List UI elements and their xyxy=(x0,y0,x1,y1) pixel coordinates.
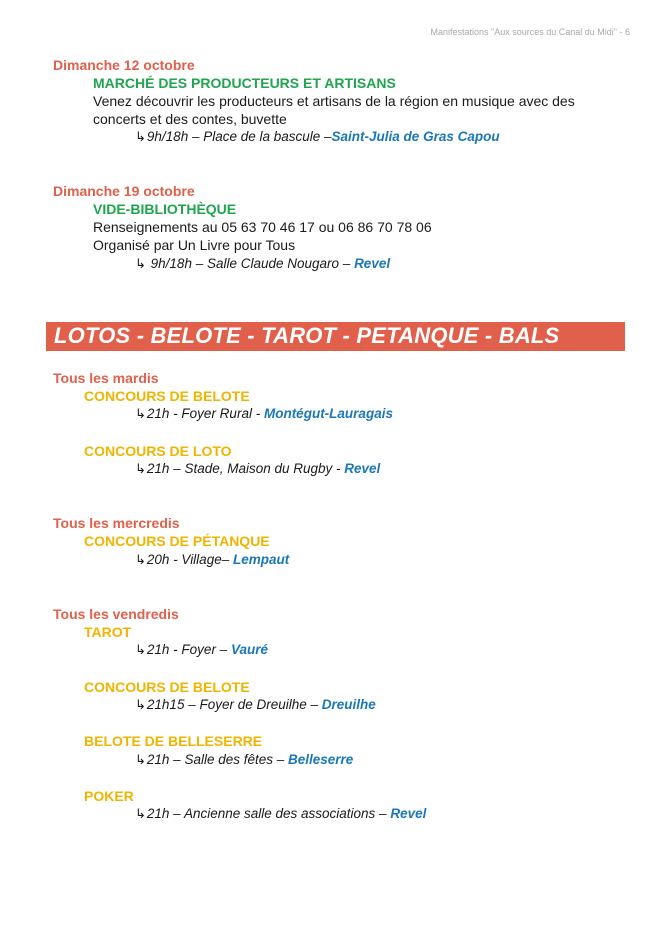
event-time-venue: 21h - Foyer – xyxy=(146,642,231,657)
event-town: Revel xyxy=(390,806,427,821)
event-time-venue: 9h/18h – Place de la bascule – xyxy=(146,129,332,144)
event-title: CONCOURS DE BELOTE xyxy=(84,679,250,695)
event-time-venue: 21h – Salle des fêtes – xyxy=(146,752,289,767)
arrow-icon: ↳ xyxy=(135,461,146,476)
arrow-icon: ↳ xyxy=(135,552,146,567)
recurring-day: Tous les mercredis xyxy=(53,515,180,531)
event-detail xyxy=(135,256,390,272)
event-town: Saint-Julia de Gras Capou xyxy=(331,129,500,144)
event-title: CONCOURS DE LOTO xyxy=(84,443,232,459)
event-title: BELOTE DE BELLESERRE xyxy=(84,733,263,749)
event-time-venue: 21h - Foyer Rural - xyxy=(146,406,264,421)
event-detail xyxy=(135,642,268,658)
event-time-venue: 9h/18h – Salle Claude Nougaro – xyxy=(146,256,355,271)
event-title: CONCOURS DE BELOTE xyxy=(84,388,250,404)
event-time-venue: 21h15 – Foyer de Dreuilhe – xyxy=(146,697,322,712)
event-town: Revel xyxy=(344,461,381,476)
arrow-icon: ↳ xyxy=(135,697,146,712)
event-title: TAROT xyxy=(84,624,132,640)
arrow-icon: ↳ xyxy=(135,129,146,144)
arrow-icon: ↳ xyxy=(135,806,146,821)
event-description-line: Organisé par Un Livre pour Tous xyxy=(93,237,296,253)
event-description-line: Renseignements au 05 63 70 46 17 ou 06 86 70 78 06 xyxy=(93,219,432,235)
event-town: Vauré xyxy=(230,642,268,657)
section-banner-label: LOTOS - BELOTE - TAROT - PETANQUE - BALS xyxy=(54,323,560,348)
event-title: MARCHÉ DES PRODUCTEURS ET ARTISANS xyxy=(93,75,396,91)
event-title: CONCOURS DE PÉTANQUE xyxy=(84,533,270,549)
running-header: Manifestations "Aux sources du Canal du Midi" - 6 xyxy=(430,27,630,37)
event-title: VIDE-BIBLIOTHÈQUE xyxy=(93,201,237,217)
event-detail xyxy=(135,697,376,713)
section-banner xyxy=(46,322,625,351)
event-description-line: concerts et des contes, buvette xyxy=(93,111,287,127)
event-time-venue: 21h – Stade, Maison du Rugby - xyxy=(146,461,345,476)
event-town: Lempaut xyxy=(232,552,290,567)
recurring-day: Tous les vendredis xyxy=(53,606,179,622)
event-time-venue: 21h – Ancienne salle des associations – xyxy=(146,806,391,821)
arrow-icon: ↳ xyxy=(135,256,146,271)
event-detail xyxy=(135,129,500,145)
event-title: POKER xyxy=(84,788,134,804)
event-town: Belleserre xyxy=(288,752,354,767)
event-detail xyxy=(135,461,380,477)
event-time-venue: 20h - Village– xyxy=(146,552,233,567)
arrow-icon: ↳ xyxy=(135,752,146,767)
arrow-icon: ↳ xyxy=(135,406,146,421)
event-detail xyxy=(135,806,426,822)
recurring-day: Tous les mardis xyxy=(53,370,159,386)
event-detail xyxy=(135,752,353,768)
event-detail xyxy=(135,552,289,568)
event-description-line: Venez découvrir les producteurs et artisans de la région en musique avec des xyxy=(93,93,575,109)
event-detail xyxy=(135,406,393,422)
event-town: Dreuilhe xyxy=(321,697,376,712)
event-town: Revel xyxy=(354,256,391,271)
event-town: Montégut-Lauragais xyxy=(263,406,393,421)
event-day: Dimanche 19 octobre xyxy=(53,183,195,199)
event-day: Dimanche 12 octobre xyxy=(53,57,195,73)
arrow-icon: ↳ xyxy=(135,642,146,657)
